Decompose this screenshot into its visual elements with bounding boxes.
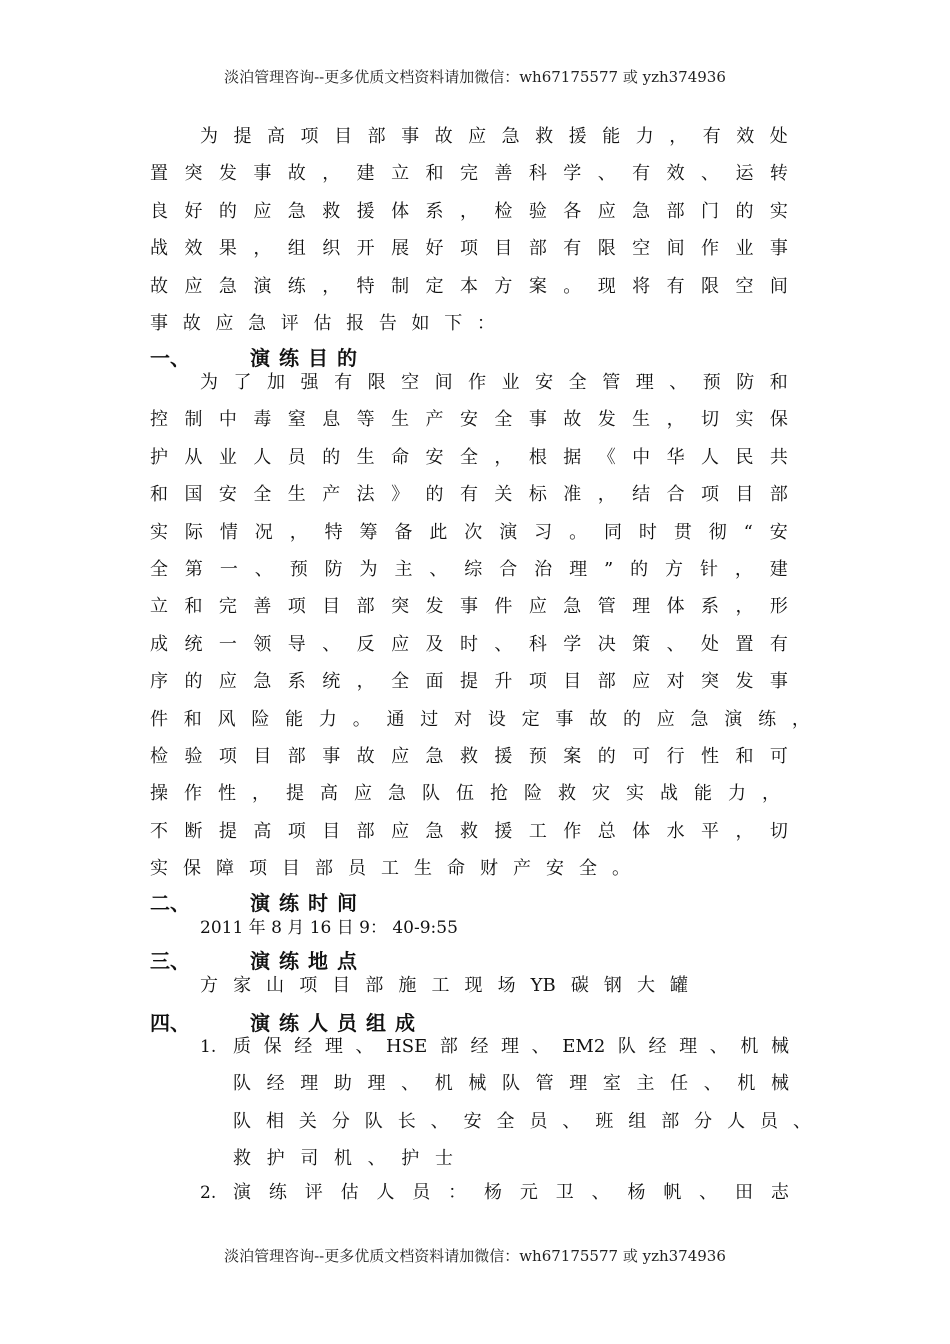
section-number: 一、	[150, 346, 190, 370]
drill-location: 方 家 山 项 目 部 施 工 现 场 YB 碳 钢 大 罐	[200, 975, 688, 996]
list-number: 1.	[200, 1037, 217, 1057]
section1-line: 不 断 提 高 项 目 部 应 急 救 援 工 作 总 体 水 平 ， 切	[150, 820, 788, 842]
section-title: 演练人员组成	[250, 1011, 424, 1035]
section1-line: 和 国 安 全 生 产 法 》 的 有 关 标 准 ， 结 合 项 目 部	[150, 484, 788, 506]
section1-line: 检 验 项 目 部 事 故 应 急 救 援 预 案 的 可 行 性 和 可	[150, 746, 788, 767]
section1-line: 为 了 加 强 有 限 空 间 作 业 安 全 管 理 、 预 防 和	[200, 372, 788, 393]
section1-line: 序 的 应 急 系 统 ， 全 面 提 升 项 目 部 应 对 突 发 事	[150, 671, 788, 693]
section-number: 三、	[150, 949, 190, 973]
section1-line: 实 保 障 项 目 部 员 工 生 命 财 产 安 全 。	[150, 858, 630, 880]
intro-line: 为 提 高 项 目 部 事 故 应 急 救 援 能 力 ， 有 效 处	[200, 126, 788, 147]
personnel-line: 队 相 关 分 队 长 、 安 全 员 、 班 组 部 分 人 员 、	[233, 1110, 811, 1132]
page-footer: 淡泊管理咨询--更多优质文档资料请加微信：wh67175577 或 yzh374936	[224, 1247, 726, 1265]
section1-line: 立 和 完 善 项 目 部 突 发 事 件 应 急 管 理 体 系 ， 形	[150, 596, 788, 618]
section-number: 四、	[150, 1011, 190, 1035]
section1-line: 件 和 风 险 能 力 。 通 过 对 设 定 事 故 的 应 急 演 练 ，	[150, 708, 810, 730]
section-title: 演练时间	[250, 891, 366, 915]
intro-line: 事 故 应 急 评 估 报 告 如 下 ：	[150, 313, 495, 334]
section-title: 演练地点	[250, 949, 366, 973]
intro-line: 良 好 的 应 急 救 援 体 系 ， 检 验 各 应 急 部 门 的 实	[150, 200, 788, 222]
personnel-line: 救 护 司 机 、 护 士	[233, 1148, 453, 1170]
section1-line: 全 第 一 、 预 防 为 主 、 综 合 治 理 ” 的 方 针 ， 建	[150, 559, 788, 580]
personnel-line: 队 经 理 助 理 、 机 械 队 管 理 室 主 任 、 机 械	[233, 1073, 789, 1095]
page-header: 淡泊管理咨询--更多优质文档资料请加微信：wh67175577 或 yzh374936	[224, 68, 726, 86]
evaluators-line: 演 练 评 估 人 员 ： 杨 元 卫 、 杨 帆 、 田 志	[233, 1182, 789, 1203]
section1-line: 控 制 中 毒 窒 息 等 生 产 安 全 事 故 发 生 ， 切 实 保	[150, 409, 788, 431]
section1-line: 实 际 情 况 ， 特 筹 备 此 次 演 习 。 同 时 贯 彻 “ 安	[150, 521, 788, 543]
list-number: 2.	[200, 1183, 217, 1203]
intro-line: 战 效 果 ， 组 织 开 展 好 项 目 部 有 限 空 间 作 业 事	[150, 238, 788, 260]
section-number: 二、	[150, 891, 190, 915]
section1-line: 护 从 业 人 员 的 生 命 安 全 ， 根 据 《 中 华 人 民 共	[150, 446, 788, 468]
intro-line: 故 应 急 演 练 ， 特 制 定 本 方 案 。 现 将 有 限 空 间	[150, 275, 788, 297]
personnel-line: 质 保 经 理 、 HSE 部 经 理 、 EM2 队 经 理 、 机 械	[233, 1036, 789, 1057]
section-title: 演练目的	[250, 346, 366, 370]
section1-line: 成 统 一 领 导 、 反 应 及 时 、 科 学 决 策 、 处 置 有	[150, 633, 788, 655]
section1-line: 操 作 性 ， 提 高 应 急 队 伍 抢 险 救 灾 实 战 能 力 ，	[150, 783, 780, 805]
intro-line: 置 突 发 事 故 ， 建 立 和 完 善 科 学 、 有 效 、 运 转	[150, 163, 788, 185]
drill-time: 2011 年 8 月 16 日 9： 40-9:55	[200, 918, 458, 938]
